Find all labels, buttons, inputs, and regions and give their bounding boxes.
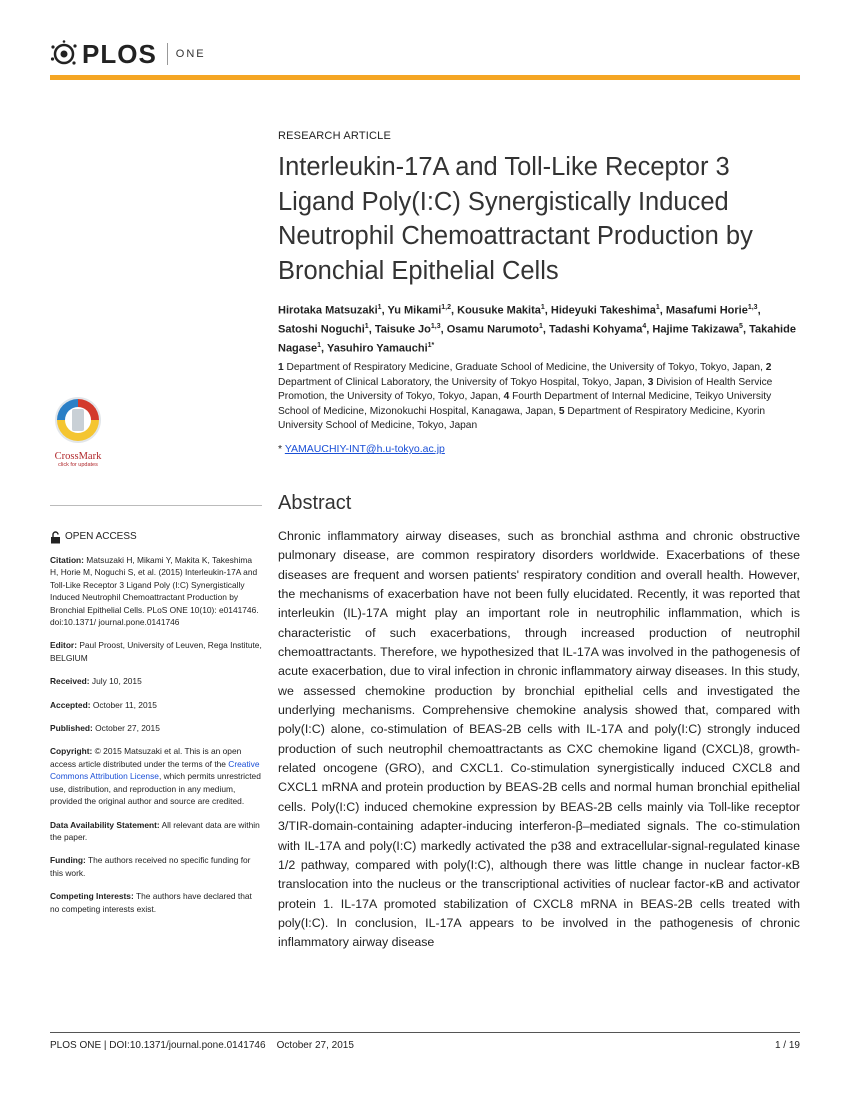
- open-access-label: OPEN ACCESS: [65, 531, 137, 543]
- affiliations: [278, 361, 800, 434]
- affiliation-text: Fourth Department of Internal Medicine, Teikyo University School of Medicine, Mizonokuchi Hospital, Kanagawa, Japan,: [278, 391, 772, 417]
- citation-text: Matsuzaki H, Mikami Y, Makita K, Takeshima H, Horie M, Noguchi S, et al. (2015) Interleukin-17A and Toll-Like Receptor 3 Ligand Poly (I:C) Synergistically Induced Neutrophil Chemoattractant Production by Bronchial Epithelial Cells. PLoS ONE 10(10): e0141746. doi:10.1371/ journal.pone.0141746: [50, 555, 259, 628]
- author-name: Hajime Takizawa: [652, 323, 740, 336]
- data-availability-text: All relevant data are within the paper.: [50, 819, 260, 842]
- affiliation-text: Division of Health Service Promotion, the University of Tokyo, Tokyo, Japan,: [278, 376, 773, 403]
- affiliation-text: Department of Respiratory Medicine, Kyorin University School of Medicine, Tokyo, Japan: [278, 405, 765, 432]
- crossmark-sublabel: click for updates: [58, 462, 98, 468]
- open-access-badge: [50, 531, 262, 544]
- author-name: Hideyuki Takeshima: [550, 304, 656, 317]
- author-name: Yasuhiro Yamauchi: [326, 342, 428, 355]
- author-affiliation-ref: 5: [739, 323, 743, 331]
- author-name: Takahide Nagase: [278, 323, 796, 355]
- received-date: [50, 675, 262, 687]
- license-link[interactable]: Creative Commons Attribution License: [50, 758, 260, 782]
- article-title: Interleukin-17A and Toll-Like Receptor 3 Ligand Poly(I:C) Synergistically Induced Neutrophil Chemoattractant Production by Bronchial Epithelial Cells: [278, 153, 753, 285]
- correspondence: [278, 443, 445, 455]
- footer-citation: PLOS ONE | DOI:10.1371/journal.pone.0141746 October 27, 2015: [50, 1040, 354, 1051]
- author-affiliation-ref: 4: [642, 323, 647, 331]
- plos-logo-icon: [50, 40, 78, 68]
- received-value: July 10, 2015: [91, 676, 142, 687]
- article-type-label: RESEARCH ARTICLE: [278, 130, 392, 142]
- author-name: Hirotaka Matsuzaki: [278, 304, 378, 317]
- accepted-label: Accepted:: [50, 699, 91, 710]
- copyright: [50, 745, 262, 807]
- journal-name: ONE: [175, 48, 206, 60]
- author-name: Kousuke Makita: [457, 304, 541, 317]
- author-affiliation-ref: 1: [540, 304, 545, 311]
- funding-label: Funding:: [50, 855, 86, 866]
- journal-logo[interactable]: [50, 38, 206, 70]
- editor-text: Paul Proost, University of Leuven, Rega Institute, BELGIUM: [50, 640, 262, 663]
- crossmark-label: CrossMark: [54, 451, 102, 462]
- affiliation-text: Department of Respiratory Medicine, Graduate School of Medicine, the University of Tokyo, Tokyo, Japan,: [286, 362, 766, 373]
- author-name: Satoshi Noguchi: [278, 323, 365, 336]
- author-affiliation-ref: 1: [377, 304, 382, 311]
- sidebar-divider: [50, 505, 262, 506]
- author-name: Tadashi Kohyama: [549, 323, 643, 336]
- accepted-value: October 11, 2015: [92, 699, 157, 710]
- correspondence-email-link[interactable]: YAMAUCHIY-INT@h.u-tokyo.ac.jp: [284, 443, 445, 455]
- author-affiliation-ref: 1*: [427, 342, 435, 350]
- competing-label: Competing Interests:: [50, 891, 134, 902]
- author-affiliation-ref: 1,2: [441, 304, 452, 311]
- author-affiliation-ref: 1,3: [430, 323, 441, 331]
- affiliation-number: 3: [647, 376, 657, 388]
- author-affiliation-ref: 1: [364, 323, 369, 331]
- data-availability: [50, 819, 262, 844]
- affiliation-number: 2: [765, 362, 772, 373]
- published-label: Published:: [50, 723, 93, 734]
- affiliation-text: Department of Clinical Laboratory, the University of Tokyo Hospital, Tokyo, Japan,: [278, 376, 648, 388]
- copyright-text: © 2015 Matsuzaki et al. This is an open access article distributed under the terms of the: [50, 746, 242, 769]
- competing-interests: [50, 890, 262, 915]
- received-label: Received:: [50, 676, 90, 687]
- published-value: October 27, 2015: [95, 723, 160, 734]
- funding-text: The authors received no specific funding for this work.: [50, 855, 251, 878]
- page-number: 1 / 19: [774, 1040, 800, 1051]
- article-info-sidebar: [50, 531, 262, 926]
- author-name: Taisuke Jo: [374, 323, 431, 336]
- affiliation-number: 1: [278, 362, 287, 373]
- page-footer: [50, 1040, 800, 1051]
- abstract-text: Chronic inflammatory airway diseases, such as bronchial asthma and chronic obstructive pulmonary disease, are common respiratory disorders worldwide. Exacerbations of these diseases are frequent and worsen patients' respiratory condition and overall health. However, the mechanisms of exacerbation have not been fully elucidated. Recently, it was reported that interleukin (IL)-17A might play an important role in neutrophilic inflammation, which is characteristic of such exacerbations, through increased production of neutrophil chemoattractants. Therefore, we hypothesized that IL-17A was involved in the pathogenesis of acute exacerbation, due to viral infection in chronic inflammatory airway diseases. In this study, we assessed chemokine production by bronchial epithelial cells and investigated the underlying mechanisms. Comprehensive chemokine analysis showed that, compared with poly(I:C) alone, co-stimulation of BEAS-2B cells with IL-17A and poly(I:C) strongly induced production of such neutrophil chemoattractants as CXC chemokine ligand (CXCL)8, growth-related oncogene (GRO), and CXCL1. Co-stimulation synergistically induced CXCL8 and CXCL1 mRNA and protein production by BEAS-2B cells and normal human bronchial epithelial cells. Poly(I:C) induced chemokine expression by BEAS-2B cells mainly via Toll-like receptor 3/TIR-domain-containing adapter-inducing interferon-β–mediated signals. The co-stimulation with IL-17A and poly(I:C) markedly activated the p38 and extracellular-signal-regulated kinase 1/2 pathway, compared with poly(I:C), although there was little change in nuclear factor-κB translocation into the nucleus or the transcriptional activities of nuclear factor-κB and activator protein 1. IL-17A promoted stabilization of CXCL8 mRNA in BEAS-2B cells treated with poly(I:C). In conclusion, IL-17A appears to be involved in the pathogenesis of chronic inflammatory airway disease: [278, 529, 800, 950]
- copyright-text-end: , which permits unrestricted use, distribution, and reproduction in any medium, provided the original author and source are credited.: [50, 771, 261, 807]
- affiliation-number: 4: [503, 391, 513, 403]
- crossmark-icon: [50, 396, 106, 446]
- open-lock-icon: [50, 531, 61, 544]
- copyright-label: Copyright:: [50, 746, 93, 757]
- author-name: Yu Mikami: [387, 304, 442, 317]
- crossmark-badge[interactable]: [50, 396, 106, 468]
- affiliation-number: 5: [558, 405, 568, 417]
- author-affiliation-ref: 1: [655, 304, 660, 311]
- author-name: Osamu Narumoto: [446, 323, 540, 336]
- published-date: [50, 722, 262, 734]
- author-affiliation-ref: 1,3: [747, 304, 758, 311]
- author-name: Masafumi Horie: [665, 304, 748, 317]
- author-affiliation-ref: 1: [317, 342, 322, 350]
- logo-wordmark: PLOS: [82, 38, 157, 69]
- citation-label: Citation:: [50, 555, 84, 565]
- footer-divider: [50, 1032, 800, 1033]
- editor: [50, 639, 262, 664]
- data-availability-label: Data Availability Statement:: [50, 819, 160, 830]
- author-list: Hirotaka Matsuzaki$^1$, Yu Mikami$^{1,2}$, Kousuke Makita$^1$, Hideyuki Takeshima$^1$, Masafumi Horie$^{1,3}$, Satoshi Noguchi$^1$, Taisuke Jo$^{1,3}$, Osamu Narumoto$^1$, Tadashi Kohyama$^4$, Hajime Takizawa$^5$, Takahide Nagase$^1$, Yasuhiro Yamauchi$^{1*}$: [278, 304, 796, 355]
- abstract-heading: Abstract: [278, 492, 352, 514]
- funding: [50, 854, 262, 879]
- logo-divider: [167, 43, 168, 65]
- citation: [50, 554, 262, 628]
- author-affiliation-ref: 1: [539, 323, 543, 331]
- header-accent-bar: [50, 75, 800, 80]
- accepted-date: [50, 699, 262, 711]
- correspondence-marker: *: [278, 443, 285, 455]
- editor-label: Editor:: [50, 640, 77, 651]
- competing-text: The authors have declared that no competing interests exist.: [50, 891, 252, 914]
